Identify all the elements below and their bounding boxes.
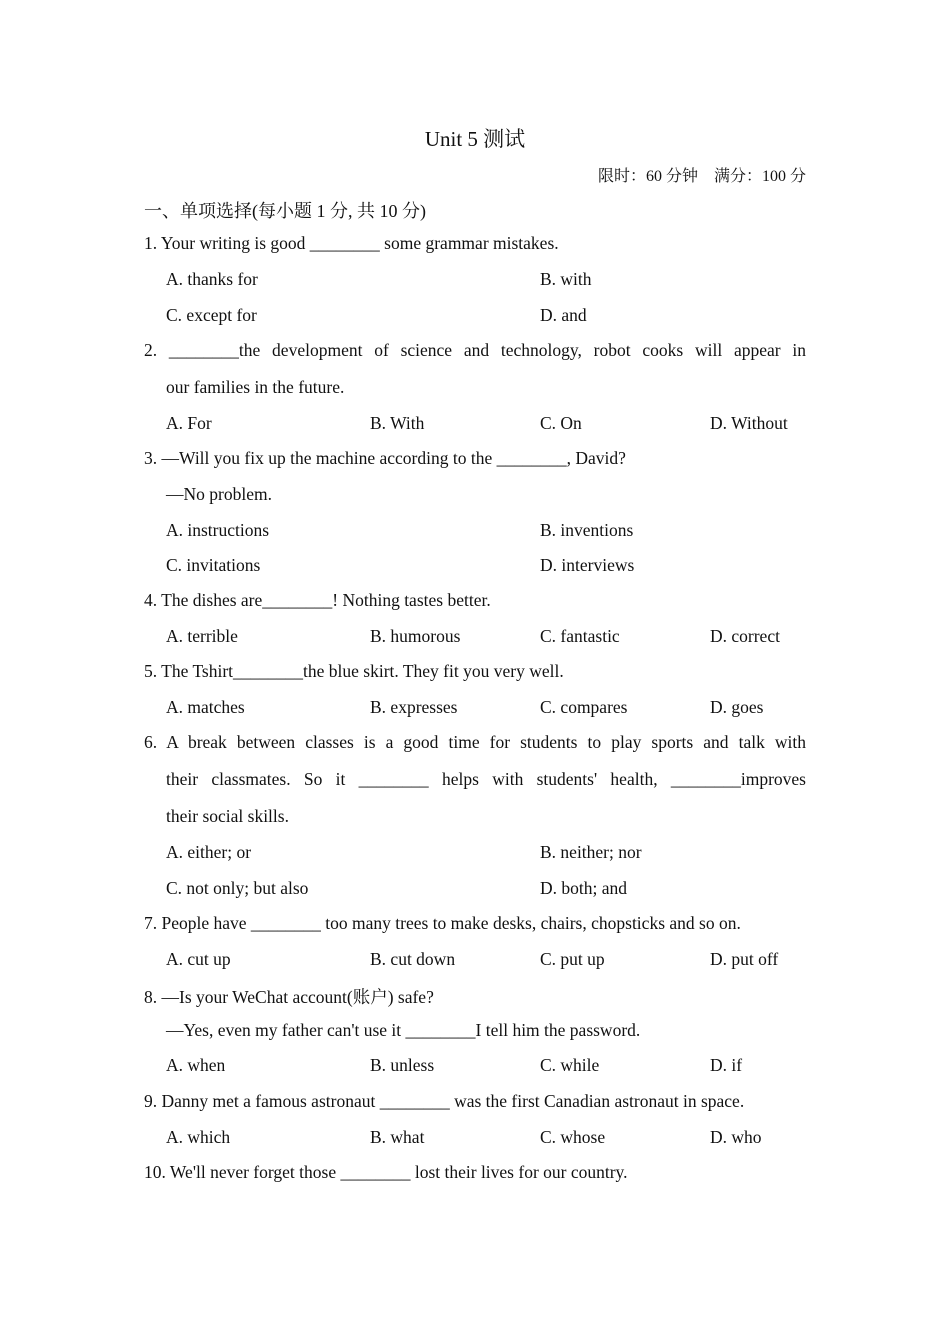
question-2-stem: 2. ________the development of science and technology, robot cooks will appear in xyxy=(144,340,806,360)
question-7-option-c: C. put up xyxy=(540,949,605,969)
question-4-stem: 4. The dishes are________! Nothing tastes better. xyxy=(144,590,491,610)
question-3-option-c: C. invitations xyxy=(166,555,261,575)
question-3-option-d: D. interviews xyxy=(540,555,635,575)
question-2-option-c: C. On xyxy=(540,413,582,433)
question-1-stem: 1. Your writing is good ________ some grammar mistakes. xyxy=(144,233,559,253)
question-4-option-a: A. terrible xyxy=(166,626,238,646)
question-9-option-a: A. which xyxy=(166,1127,231,1147)
question-5-option-a: A. matches xyxy=(166,697,245,717)
question-9-option-b: B. what xyxy=(370,1127,425,1147)
page-title: Unit 5 测试 xyxy=(424,127,526,151)
question-8-option-b: B. unless xyxy=(370,1055,435,1075)
question-3-option-a: A. instructions xyxy=(166,520,270,540)
question-6-stem-line-2: their classmates. So it ________ helps with students' health, ________improves xyxy=(166,769,806,789)
question-8-stem: 8. —Is your WeChat account(账户) safe? xyxy=(144,987,434,1007)
section-heading: 一、单项选择(每小题 1 分, 共 10 分) xyxy=(144,201,426,221)
question-8-stem-line-2: —Yes, even my father can't use it ________I tell him the password. xyxy=(166,1020,641,1040)
time-limit: 限时：60 分钟 xyxy=(597,168,698,185)
question-5-option-b: B. expresses xyxy=(370,697,458,717)
question-4-option-b: B. humorous xyxy=(370,626,461,646)
question-2-option-a: A. For xyxy=(166,413,212,433)
question-2-option-b: B. With xyxy=(370,413,425,433)
question-5-option-c: C. compares xyxy=(540,697,628,717)
question-7-stem: 7. People have ________ too many trees to make desks, chairs, chopsticks and so on. xyxy=(144,913,741,933)
question-8-option-c: C. while xyxy=(540,1055,600,1075)
question-9-option-d: D. who xyxy=(710,1127,762,1147)
question-1-option-a: A. thanks for xyxy=(166,269,258,289)
question-9-stem: 9. Danny met a famous astronaut ________ was the first Canadian astronaut in space. xyxy=(144,1091,745,1111)
exam-meta xyxy=(598,163,806,186)
question-6-stem-line-3: their social skills. xyxy=(166,806,289,826)
question-8-option-d: D. if xyxy=(710,1055,743,1075)
question-10-stem: 10. We'll never forget those ________ lost their lives for our country. xyxy=(144,1162,628,1182)
question-3-stem-line-2: —No problem. xyxy=(166,484,272,504)
question-9-option-c: C. whose xyxy=(540,1127,606,1147)
question-6-stem: 6. A break between classes is a good time for students to play sports and talk with xyxy=(144,732,806,752)
question-1-option-b: B. with xyxy=(540,269,592,289)
question-5-option-d: D. goes xyxy=(710,697,764,717)
question-1-option-c: C. except for xyxy=(166,305,257,325)
question-6-option-a: A. either; or xyxy=(166,842,252,862)
question-6-option-d: D. both; and xyxy=(540,878,628,898)
question-6-option-b: B. neither; nor xyxy=(540,842,642,862)
question-2-stem-line-2: our families in the future. xyxy=(166,377,345,397)
question-5-stem: 5. The Tshirt________the blue skirt. They fit you very well. xyxy=(144,661,564,681)
full-score: 满分：100 分 xyxy=(713,168,806,185)
question-2-option-d: D. Without xyxy=(710,413,788,433)
question-7-option-a: A. cut up xyxy=(166,949,231,969)
question-6-option-c: C. not only; but also xyxy=(166,878,309,898)
question-7-option-d: D. put off xyxy=(710,949,779,969)
question-1-option-d: D. and xyxy=(540,305,587,325)
question-8-option-a: A. when xyxy=(166,1055,226,1075)
question-3-option-b: B. inventions xyxy=(540,520,634,540)
question-4-option-d: D. correct xyxy=(710,626,780,646)
question-4-option-c: C. fantastic xyxy=(540,626,620,646)
question-7-option-b: B. cut down xyxy=(370,949,456,969)
question-3-stem: 3. —Will you fix up the machine according to the ________, David? xyxy=(144,448,626,468)
